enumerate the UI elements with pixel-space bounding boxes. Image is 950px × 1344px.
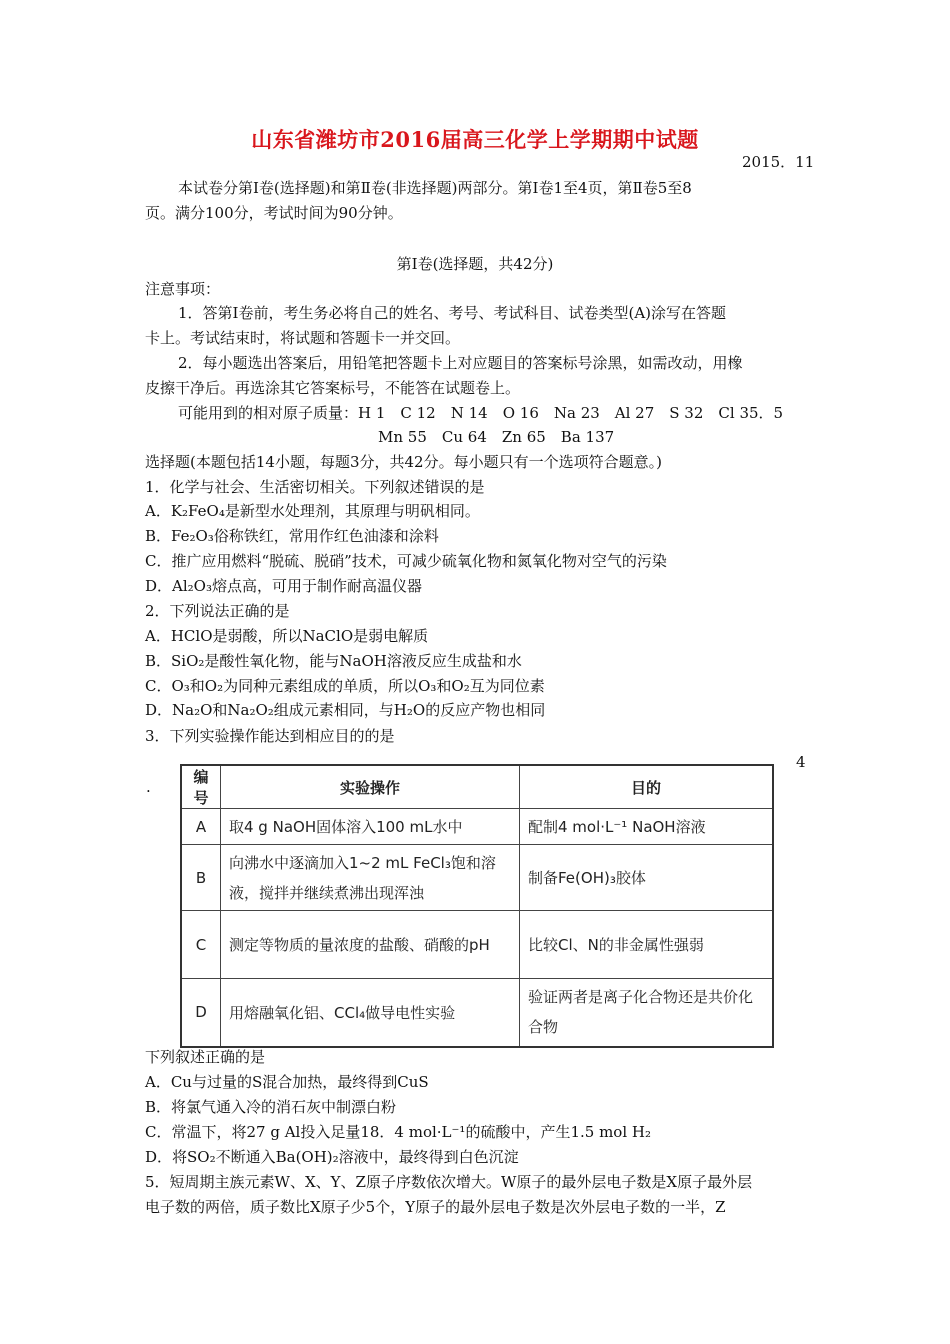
q4-option-b: B．将氯气通入冷的消石灰中制漂白粉 — [145, 1098, 397, 1116]
table-header-id: 编号 — [181, 765, 221, 809]
q2-option-a: A．HClO是弱酸，所以NaClO是弱电解质 — [145, 627, 429, 645]
experiment-table — [180, 764, 774, 1048]
q4-number-dot: . — [146, 778, 151, 796]
table-row — [181, 911, 773, 979]
q2-option-c: C．O₃和O₂为同种元素组成的单质，所以O₃和O₂互为同位素 — [145, 677, 545, 695]
intro-line-2: 页。满分100分，考试时间为90分钟。 — [145, 204, 403, 222]
row-id: B — [181, 845, 221, 911]
q2-stem: 2．下列说法正确的是 — [145, 602, 290, 620]
section-heading: 第Ⅰ卷(选择题，共42分) — [396, 255, 554, 273]
q2-option-d: D．Na₂O和Na₂O₂组成元素相同，与H₂O的反应产物也相同 — [145, 701, 546, 719]
choice-section-intro: 选择题(本题包括14小题，每题3分，共42分。每小题只有一个选项符合题意。) — [145, 453, 662, 471]
row-operation: 测定等物质的量浓度的盐酸、硝酸的pH — [221, 911, 520, 979]
q3-stem: 3．下列实验操作能达到相应目的的是 — [145, 727, 395, 745]
atomic-masses-line-1: 可能用到的相对原子质量：H 1 C 12 N 14 O 16 Na 23 Al 27 S 32 Cl 35．5 — [178, 404, 784, 422]
row-goal: 验证两者是离子化合物还是共价化合物 — [520, 979, 774, 1047]
table-row — [181, 845, 773, 911]
exam-title: 山东省潍坊市2016届高三化学上学期期中试题 — [251, 127, 699, 152]
q2-option-b: B．SiO₂是酸性氧化物，能与NaOH溶液反应生成盐和水 — [145, 652, 522, 670]
q4-option-c: C．常温下，将27 g Al投入足量18．4 mol·L⁻¹的硫酸中，产生1.5 mol H₂ — [145, 1123, 651, 1141]
q1-option-b: B．Fe₂O₃俗称铁红，常用作红色油漆和涂料 — [145, 527, 439, 545]
q4-option-d: D．将SO₂不断通入Ba(OH)₂溶液中，最终得到白色沉淀 — [145, 1148, 519, 1166]
note-1-line-1: 1．答第Ⅰ卷前，考生务必将自己的姓名、考号、考试科目、试卷类型(A)涂写在答题 — [178, 304, 727, 322]
exam-date: 2015．11 — [742, 153, 815, 171]
intro-line-1: 本试卷分第Ⅰ卷(选择题)和第Ⅱ卷(非选择题)两部分。第Ⅰ卷1至4页，第Ⅱ卷5至8 — [178, 179, 692, 197]
row-operation: 用熔融氧化铝、CCl₄做导电性实验 — [221, 979, 520, 1047]
q1-stem: 1．化学与社会、生活密切相关。下列叙述错误的是 — [145, 478, 485, 496]
note-2-line-1: 2．每小题选出答案后，用铅笔把答题卡上对应题目的答案标号涂黑，如需改动，用橡 — [178, 354, 743, 372]
table-row — [181, 809, 773, 845]
table-header-operation: 实验操作 — [221, 765, 520, 809]
row-id: D — [181, 979, 221, 1047]
row-id: A — [181, 809, 221, 845]
note-1-line-2: 卡上。考试结束时，将试题和答题卡一并交回。 — [145, 329, 461, 347]
row-goal: 比较Cl、N的非金属性强弱 — [520, 911, 774, 979]
row-goal: 配制4 mol·L⁻¹ NaOH溶液 — [520, 809, 774, 845]
notes-heading: 注意事项： — [145, 280, 221, 298]
row-id: C — [181, 911, 221, 979]
q4-number: 4 — [796, 753, 806, 771]
row-operation: 取4 g NaOH固体溶入100 mL水中 — [221, 809, 520, 845]
row-operation: 向沸水中逐滴加入1~2 mL FeCl₃饱和溶液，搅拌并继续煮沸出现浑浊 — [221, 845, 520, 911]
table-header-row — [181, 765, 773, 809]
q4-stem: 下列叙述正确的是 — [145, 1048, 266, 1066]
atomic-masses-line-2: Mn 55 Cu 64 Zn 65 Ba 137 — [378, 428, 615, 446]
q1-option-d: D．Al₂O₃熔点高，可用于制作耐高温仪器 — [145, 577, 422, 595]
q4-option-a: A．Cu与过量的S混合加热，最终得到CuS — [145, 1073, 429, 1091]
table-header-goal: 目的 — [520, 765, 774, 809]
q1-option-a: A．K₂FeO₄是新型水处理剂，其原理与明矾相同。 — [145, 502, 480, 520]
q5-line-1: 5．短周期主族元素W、X、Y、Z原子序数依次增大。W原子的最外层电子数是X原子最外层 — [145, 1173, 753, 1191]
note-2-line-2: 皮擦干净后。再选涂其它答案标号，不能答在试题卷上。 — [145, 379, 521, 397]
row-goal: 制备Fe(OH)₃胶体 — [520, 845, 774, 911]
q5-line-2: 电子数的两倍，质子数比X原子少5个，Y原子的最外层电子数是次外层电子数的一半，Z — [145, 1198, 726, 1216]
table-row — [181, 979, 773, 1047]
q1-option-c: C．推广应用燃料“脱硫、脱硝”技术，可减少硫氧化物和氮氧化物对空气的污染 — [145, 552, 667, 570]
